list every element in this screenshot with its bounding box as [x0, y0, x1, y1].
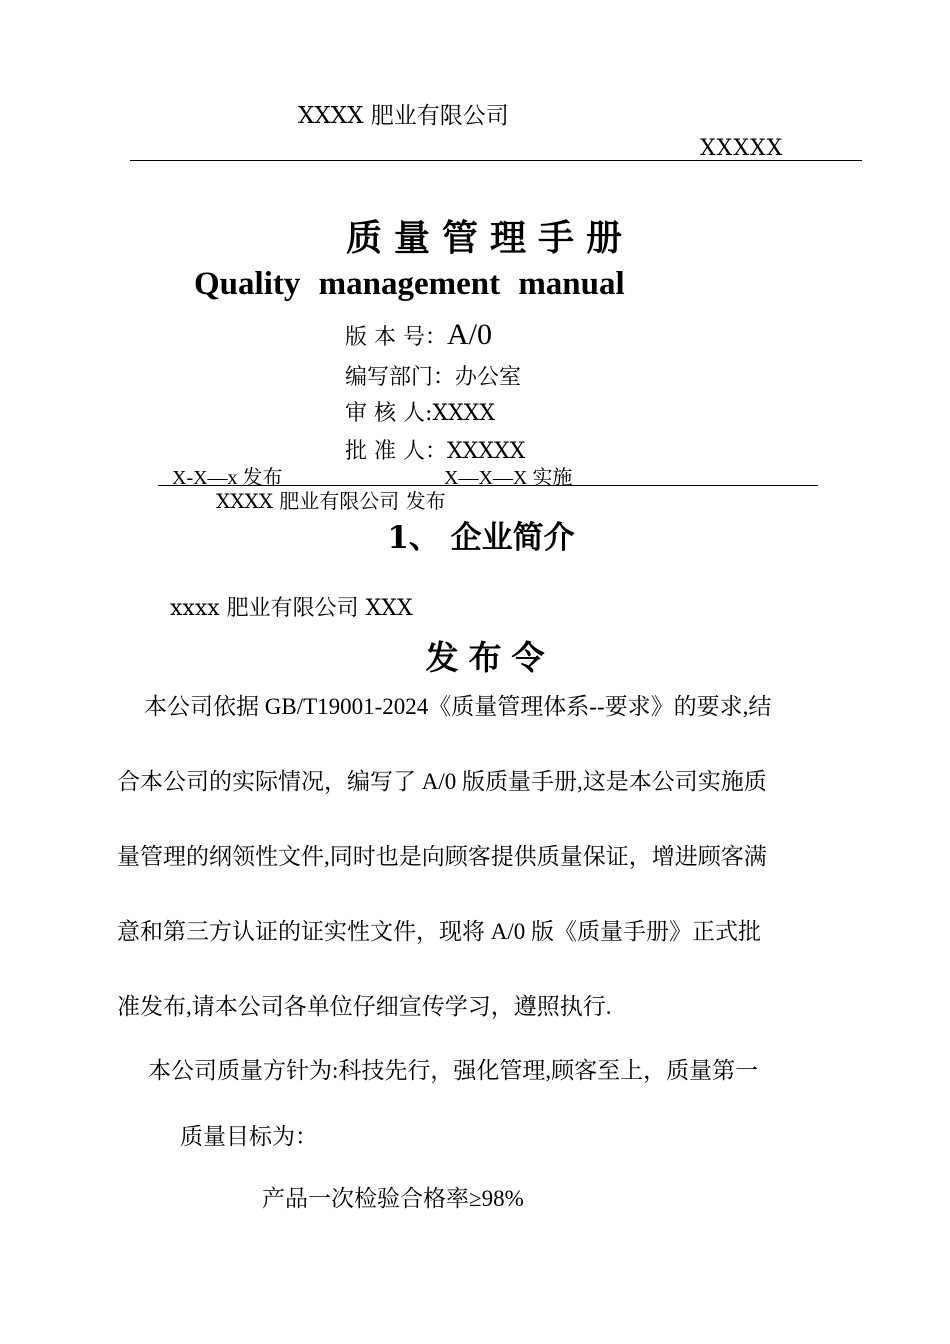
dept-label: 编写部门： [345, 365, 456, 390]
approver-value: XXXXX [447, 439, 526, 464]
reviewer-label: 审 核 人: [345, 401, 433, 426]
quality-objective-item: 产品一次检验合格率≥98% [262, 1186, 524, 1211]
version-value: A/0 [447, 318, 492, 351]
version-label: 版 本 号： [345, 325, 447, 350]
manual-title-en: Quality management manual [194, 266, 625, 302]
dept-row [345, 360, 521, 391]
section-heading: 1、 企业简介 [387, 520, 575, 556]
quality-objective-label: 质量目标为： [180, 1124, 318, 1149]
decree-line: 合本公司的实际情况，编写了 A/0 版质量手册,这是本公司实施质 [117, 769, 767, 794]
company-name-header: XXXX 肥业有限公司 [298, 103, 509, 129]
header-rule [130, 160, 862, 161]
reviewer-value: XXXX [432, 401, 496, 426]
approver-label: 批 准 人： [345, 439, 447, 464]
publisher: XXXX 肥业有限公司 发布 [216, 489, 446, 513]
manual-title-cn: 质量管理手册 [345, 217, 634, 259]
quality-policy: 本公司质量方针为:科技先行，强化管理,顾客至上，质量第一 [148, 1058, 759, 1083]
decree-line: 本公司依据 GB/T19001-2024《质量管理体系--要求》的要求,结 [144, 694, 772, 719]
dept-value: 办公室 [455, 365, 522, 390]
document-number: XXXXX [700, 136, 784, 161]
version-row [345, 318, 492, 352]
decree-title: 发布令 [425, 638, 555, 677]
company-intro: xxxx 肥业有限公司 XXX [170, 596, 413, 621]
implement-date: X—X—X 实施 [444, 467, 573, 489]
decree-line: 意和第三方认证的证实性文件，现将 A/0 版《质量手册》正式批 [117, 919, 761, 944]
decree-line: 量管理的纲领性文件,同时也是向顾客提供质量保证，增进顾客满 [117, 844, 767, 869]
issue-date: X-X—x 发布 [172, 467, 283, 489]
reviewer-row [345, 396, 495, 427]
decree-line: 准发布,请本公司各单位仔细宣传学习，遵照执行. [117, 994, 612, 1019]
